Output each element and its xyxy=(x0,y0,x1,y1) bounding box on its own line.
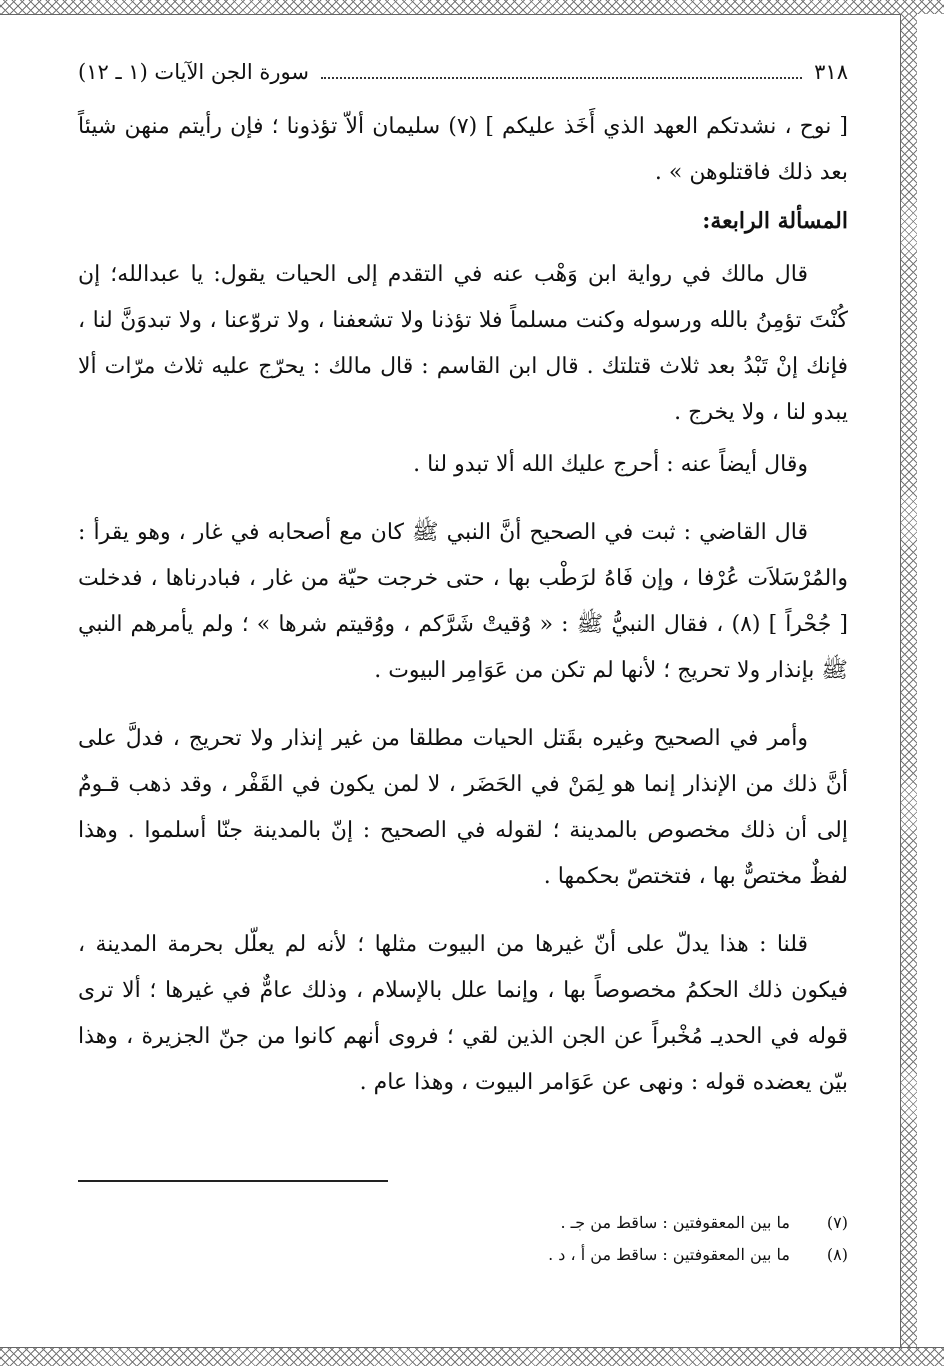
paragraph-command: وأمر في الصحيح وغيره بقَتل الحيات مطلقا من غير إنذار ولا تحريج ، فدلَّ على أنَّ ذلك من الإنذار إنما هو لِمَنْ في الحَضَر ، لا لمن يكون في القَفْر ، وقد ذهب قـومٌ إلى أن ذلك مخصوص بالمدينة ؛ لقوله في الصحيح : إنّ بالمدينة جنّا أسلموا . وهذا لفظٌ مختصٌّ بها ، فتختصّ بحكمها . xyxy=(78,726,848,889)
footnote-text: ما بين المعقوفتين : ساقط من أ ، د . xyxy=(548,1245,790,1264)
running-header xyxy=(78,60,848,104)
page-margin-right xyxy=(917,14,944,1347)
page-content xyxy=(78,60,849,1264)
paragraph-response: قلنا : هذا يدلّ على أنّ غيرها من البيوت مثلها ؛ لأنه لم يعلّل بحرمة المدينة ، فيكون ذلك الحكمُ مخصوصاً بها ، وإنما علل بالإسلام ، وذلك عامٌّ في غيرها ؛ ألا ترى قوله في الحديـ مُخْبراً عن الجن الذين لقي ؛ فروى أنهم كانوا من جنّ الجزيرة ، وهذا بيّن يعضده قوله : ونهى عن عَوَامر البيوت ، وهذا عام . xyxy=(78,932,848,1095)
page-number: ٣١٨ xyxy=(814,60,848,84)
footnote-number: (٧) xyxy=(826,1213,848,1232)
footnote-text: ما بين المعقوفتين : ساقط من جـ . xyxy=(560,1213,790,1232)
paragraph-also-said: وقال أيضاً عنه : أحرج عليك الله ألا تبدو لنا . xyxy=(413,452,808,477)
paragraph-continuation: [ نوح ، نشدتكم العهد الذي أَخَذ عليكم ] (٧) سليمان ألاّ تؤذونا ؛ فإن رأيتم منهن شيئاً بعد ذلك فاقتلوهن » . xyxy=(78,114,848,185)
footnote-8 xyxy=(78,1240,848,1270)
footnote-separator xyxy=(78,1180,388,1182)
header-dot-leader xyxy=(321,63,802,79)
running-title: سورة الجن الآيات (١ ـ ١٢) xyxy=(78,60,309,84)
section-heading: المسألة الرابعة: xyxy=(702,208,848,234)
page-border-bottom xyxy=(0,1347,944,1366)
paragraph-qadi: قال القاضي : ثبت في الصحيح أنَّ النبي ﷺ كان مع أصحابه في غار ، وهو يقرأ : والمُرْسَلاَت عُرْفا ، وإن فَاهُ لرَطْب بها ، حتى خرجت حيّة من غار ، فبادرناها ، فدخلت [ جُحْراً ] (٨) ، فقال النبيُّ ﷺ : « وُقيتْ شَرَّكم ، ووُقيتم شرها » ؛ ولم يأمرهم النبي ﷺ بإنذار ولا تحريج ؛ لأنها لم تكن من عَوَامِر البيوت . xyxy=(78,520,849,683)
paragraph-malik: قال مالك في رواية ابن وَهْب عنه في التقدم إلى الحيات يقول: يا عبدالله؛ إن كُنْتَ تؤمِنُ بالله ورسوله وكنت مسلماً فلا تؤذنا ولا تشعفنا ، ولا تروّعنا ، ولا تبدوَنَّ لنا ، فإنك إنْ تَبْدُ بعد ثلاث قتلتك . قال ابن القاسم : قال مالك : يحرّج عليه ثلاث مرّات ألا يبدو لنا ، ولا يخرج . xyxy=(78,262,848,425)
page-border-right xyxy=(900,14,918,1347)
page-border-top xyxy=(0,0,944,15)
footnote-7 xyxy=(78,1208,848,1238)
footnote-number: (٨) xyxy=(826,1245,848,1264)
